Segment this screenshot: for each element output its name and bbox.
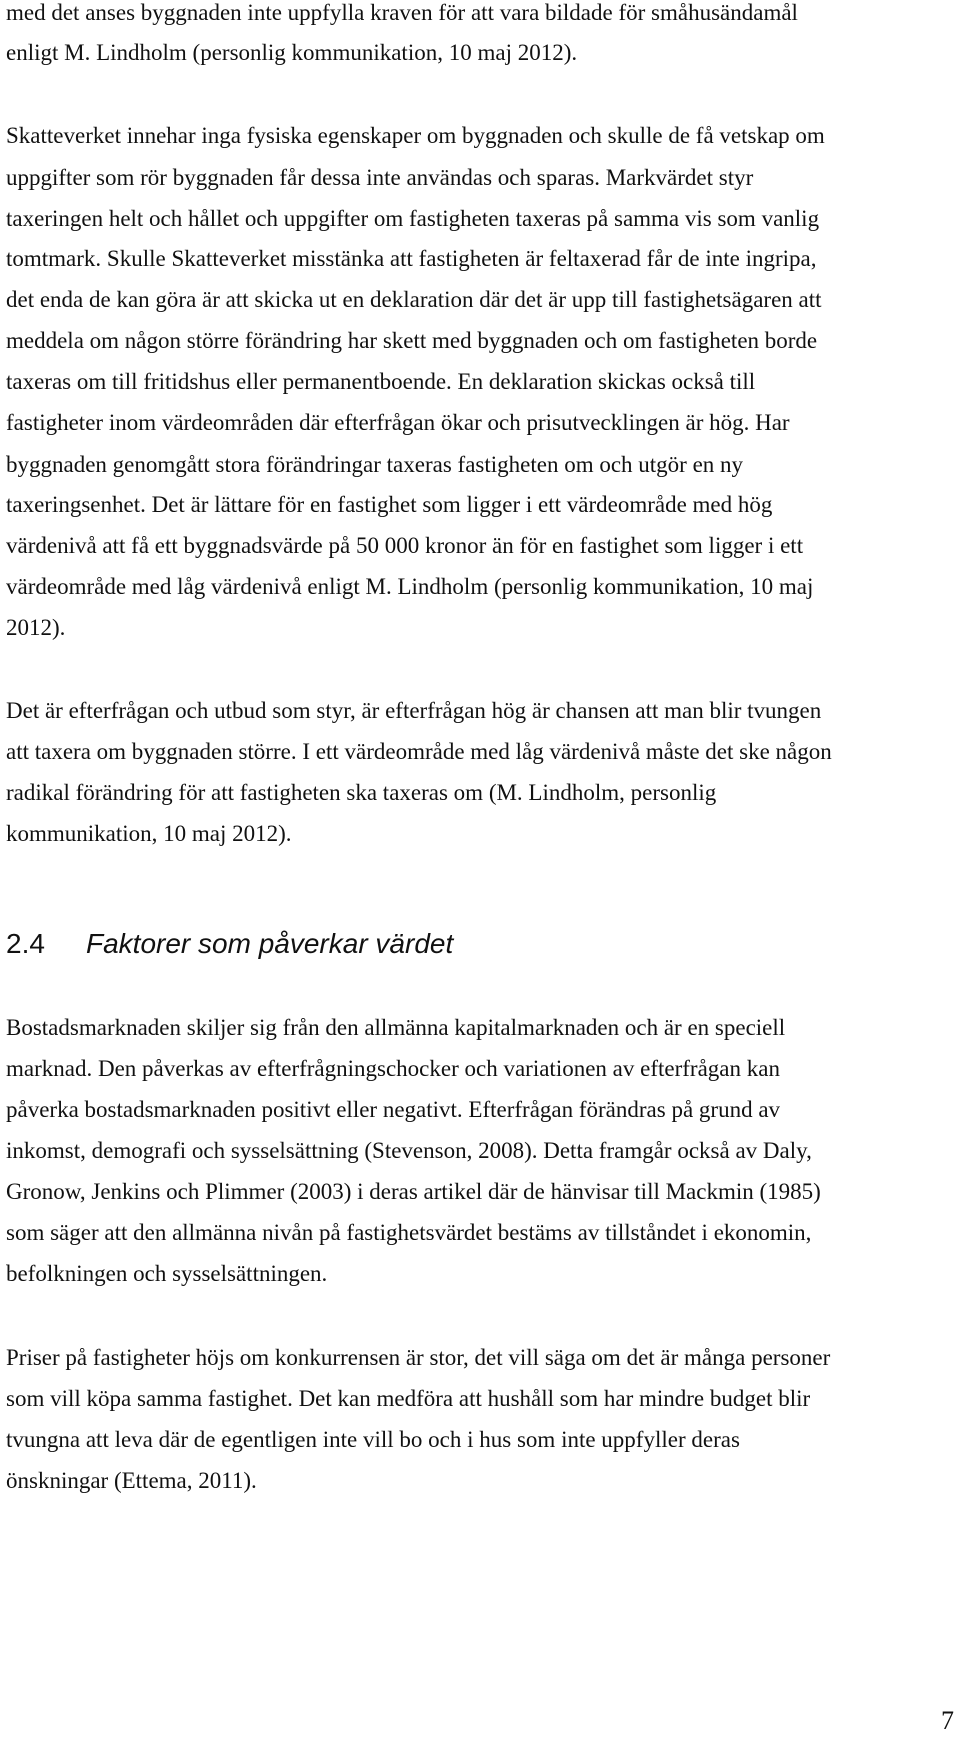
- text-line: uppgifter som rör byggnaden får dessa inte användas och sparas. Markvärdet styr: [6, 165, 754, 190]
- section-number: 2.4: [6, 928, 45, 959]
- text-line: taxeringen helt och hållet och uppgifter om fastigheten taxeras på samma vis som vanlig: [6, 206, 820, 231]
- text-line: inkomst, demografi och sysselsättning (Stevenson, 2008). Detta framgår också av Daly,: [6, 1138, 812, 1163]
- text-line: värdenivå att få ett byggnadsvärde på 50 000 kronor än för en fastighet som ligger i ett: [6, 533, 804, 558]
- page-number: 7: [941, 1706, 954, 1735]
- section-heading: [6, 928, 453, 960]
- text-line: som vill köpa samma fastighet. Det kan medföra att hushåll som har mindre budget blir: [6, 1386, 811, 1411]
- text-line: enligt M. Lindholm (personlig kommunikation, 10 maj 2012).: [6, 40, 578, 65]
- text-line: Priser på fastigheter höjs om konkurrensen är stor, det vill säga om det är många personer: [6, 1345, 831, 1370]
- text-line: byggnaden genomgått stora förändringar taxeras fastigheten om och utgör en ny: [6, 452, 744, 477]
- text-line: önskningar (Ettema, 2011).: [6, 1468, 257, 1493]
- text-line: marknad. Den påverkas av efterfrågningschocker och variationen av efterfrågan kan: [6, 1056, 780, 1081]
- text-line: meddela om någon större förändring har skett med byggnaden och om fastigheten borde: [6, 328, 818, 353]
- text-line: kommunikation, 10 maj 2012).: [6, 821, 292, 846]
- text-line: befolkningen och sysselsättningen.: [6, 1261, 328, 1286]
- text-line: som säger att den allmänna nivån på fastighetsvärdet bestäms av tillståndet i ekonomin,: [6, 1220, 812, 1245]
- text-line: påverka bostadsmarknaden positivt eller negativt. Efterfrågan förändras på grund av: [6, 1097, 781, 1122]
- text-line: Det är efterfrågan och utbud som styr, är efterfrågan hög är chansen att man blir tvungen: [6, 698, 822, 723]
- text-line: Gronow, Jenkins och Plimmer (2003) i deras artikel där de hänvisar till Mackmin (1985): [6, 1179, 821, 1204]
- text-line: fastigheter inom värdeområden där efterfrågan ökar och prisutvecklingen är hög. Har: [6, 410, 790, 435]
- text-line: värdeområde med låg värdenivå enligt M. Lindholm (personlig kommunikation, 10 maj: [6, 574, 814, 599]
- text-line: Bostadsmarknaden skiljer sig från den allmänna kapitalmarknaden och är en speciell: [6, 1015, 786, 1040]
- text-line: med det anses byggnaden inte uppfylla kraven för att vara bildade för småhusändamål: [6, 0, 798, 25]
- text-line: taxeras om till fritidshus eller permanentboende. En deklaration skickas också till: [6, 369, 756, 394]
- text-line: tomtmark. Skulle Skatteverket misstänka att fastigheten är feltaxerad får de inte ingripa,: [6, 246, 817, 271]
- text-line: 2012).: [6, 615, 66, 640]
- text-line: taxeringsenhet. Det är lättare för en fastighet som ligger i ett värdeområde med hög: [6, 492, 773, 517]
- text-line: tvungna att leva där de egentligen inte vill bo och i hus som inte uppfyller deras: [6, 1427, 740, 1452]
- section-title: Faktorer som påverkar värdet: [86, 928, 454, 959]
- text-line: att taxera om byggnaden större. I ett värdeområde med låg värdenivå måste det ske någon: [6, 739, 832, 764]
- text-line: Skatteverket innehar inga fysiska egenskaper om byggnaden och skulle de få vetskap om: [6, 123, 825, 148]
- text-line: det enda de kan göra är att skicka ut en deklaration där det är upp till fastighetsägaren att: [6, 287, 822, 312]
- text-line: radikal förändring för att fastigheten ska taxeras om (M. Lindholm, personlig: [6, 780, 717, 805]
